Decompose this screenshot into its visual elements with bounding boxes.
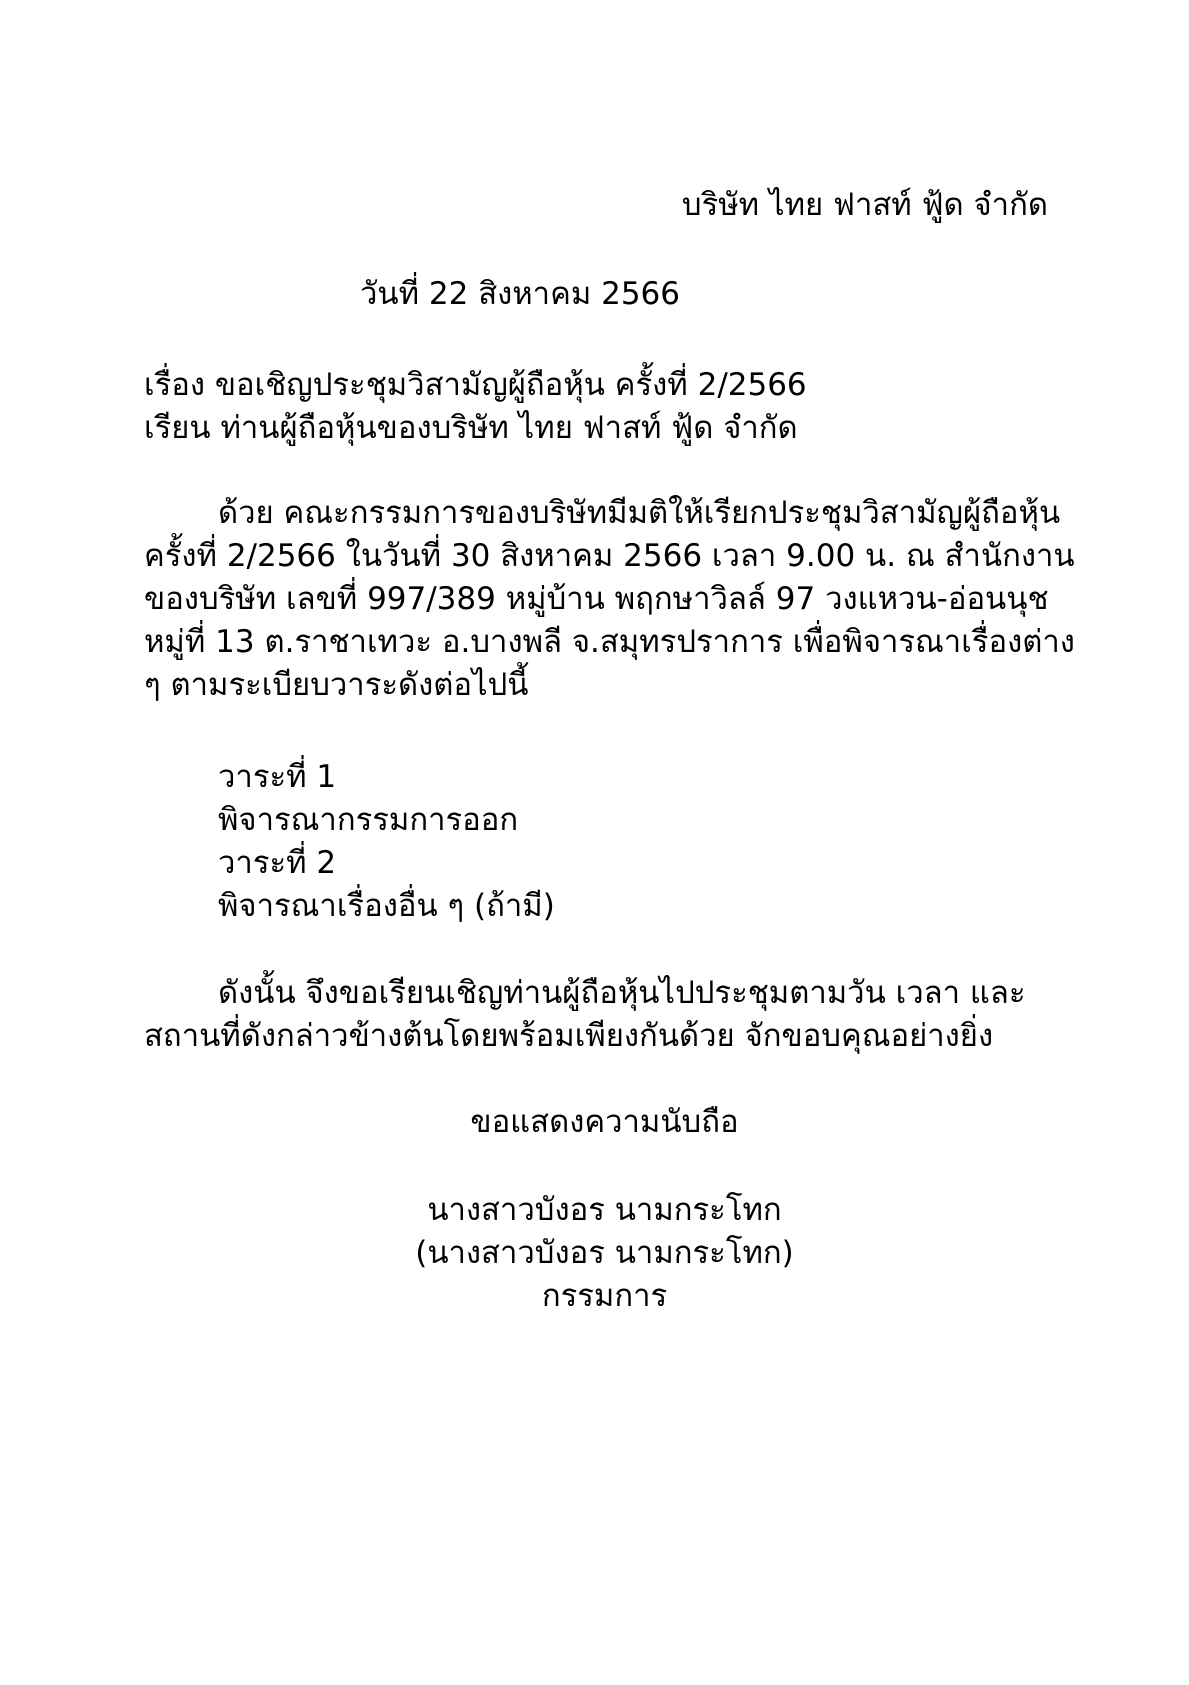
body-line: ๆ ตามระเบียบวาระดังต่อไปนี้ bbox=[144, 667, 529, 703]
body-line: ครั้งที่ 2/2566 ในวันที่ 30 สิงหาคม 2566 เวลา 9.00 น. ณ สำนักงาน bbox=[144, 538, 1075, 574]
letter-body bbox=[144, 492, 1075, 707]
signature-block-paren bbox=[0, 1232, 1189, 1275]
regards-text: ขอแสดงความนับถือ bbox=[470, 1104, 739, 1140]
agenda-item: พิจารณากรรมการออก bbox=[218, 802, 519, 838]
signature-block bbox=[0, 1189, 1189, 1232]
regards bbox=[0, 1101, 1189, 1144]
letter-subject: เรื่อง ขอเชิญประชุมวิสามัญผู้ถือหุ้น ครั้งที่ 2/2566 bbox=[144, 367, 807, 403]
agenda-item: วาระที่ 1 bbox=[218, 759, 337, 795]
body-line: ของบริษัท เลขที่ 997/389 หมู่บ้าน พฤกษาวิลล์ 97 วงแหวน-อ่อนนุช bbox=[144, 581, 1049, 617]
closing-line: ดังนั้น จึงขอเรียนเชิญท่านผู้ถือหุ้นไปประชุมตามวัน เวลา และ bbox=[218, 975, 1026, 1011]
agenda-list bbox=[218, 756, 555, 928]
letter-salutation: เรียน ท่านผู้ถือหุ้นของบริษัท ไทย ฟาสท์ ฟู้ด จำกัด bbox=[144, 410, 798, 446]
signer-name-paren: (นางสาวบังอร นามกระโทก) bbox=[415, 1235, 794, 1271]
body-line: ด้วย คณะกรรมการของบริษัทมีมติให้เรียกประชุมวิสามัญผู้ถือหุ้น bbox=[218, 495, 1061, 531]
body-line: หมู่ที่ 13 ต.ราชาเทวะ อ.บางพลี จ.สมุทรปราการ เพื่อพิจารณาเรื่องต่าง bbox=[144, 624, 1075, 660]
signer-title: กรรมการ bbox=[541, 1278, 668, 1314]
signature-block-title bbox=[0, 1275, 1189, 1318]
signer-name: นางสาวบังอร นามกระโทก bbox=[427, 1192, 782, 1228]
agenda-item: พิจารณาเรื่องอื่น ๆ (ถ้ามี) bbox=[218, 888, 555, 924]
closing-paragraph bbox=[144, 972, 1026, 1058]
closing-line: สถานที่ดังกล่าวข้างต้นโดยพร้อมเพียงกันด้วย จักขอบคุณอย่างยิ่ง bbox=[144, 1018, 994, 1054]
letter-date: วันที่ 22 สิงหาคม 2566 bbox=[360, 276, 681, 312]
agenda-item: วาระที่ 2 bbox=[218, 845, 337, 881]
company-name: บริษัท ไทย ฟาสท์ ฟู้ด จำกัด bbox=[681, 187, 1048, 223]
